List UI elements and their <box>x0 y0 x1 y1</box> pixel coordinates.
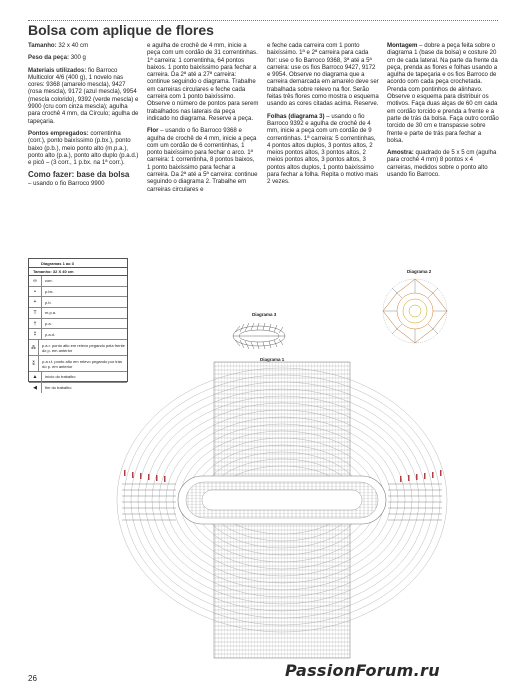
legend-row <box>29 287 127 298</box>
diagram-1-base-chart <box>110 360 455 660</box>
column-3 <box>267 42 379 191</box>
legend-row-label: p.bx. <box>45 289 54 295</box>
column-4 <box>387 42 499 183</box>
legend-row-label: início do trabalho <box>45 374 76 380</box>
base-instructions: e agulha de crochê de 4 mm, inicie a peça com um cordão de 31 correntinhas. 1ª carreira: 1 correntinha, 64 pontos baixos. 1 ponto baixíssimo para fechar a carreira. Da 2ª até a 27ª carreira: continue seguindo o diagrama. Trabalhe em carreiras circulares e feche cada carreira com 1 ponto baixíssimo. Observe o número de pontos para serem trabalhados nas laterais da peça indicado no diagrama. Reserve a peça. <box>147 42 259 122</box>
legend-row-label: corr. <box>45 278 53 284</box>
chain-symbol-icon: ∞ <box>29 276 42 286</box>
slip-stitch-symbol-icon: • <box>29 287 42 297</box>
peso-label: Peso da peça: <box>28 54 69 62</box>
montagem-instructions: – dobre a peça feita sobre o diagrama 1 (base da bolsa) e costure 20 cm de cada lateral. Na parte da frente da peça, prenda as flores e folhas usando a agulha de tapeçaria e os fios Barroco de acordo com cada peça crochetada. Prenda com pontinhos de alinhavo. Observe o esquema para distribuir os motivos. Faça duas alças de 60 cm cada em cordão torcido e prenda a frente e a parte de trás da bolsa. Faça outro cordão torcido de 30 cm e transpasse sobre frente e parte de trás para fechar a bolsa. <box>387 42 499 144</box>
end-triangle-icon: ◀ <box>29 383 42 393</box>
diagram-1-label: Diagrama 1 <box>260 357 285 362</box>
materiais-value: fio Barroco Multicolor 4/6 (400 g), 1 novelo nas cores: 9368 (amarelo mescla), 9427 (rosa mescla), 9172 (azul mescla), 9954 (mescla colorido), 9392 (verde mescla) e 9900 (cru com cinza mescla); agulha para crochê 4 mm, da Círculo; agulha de tapeçaria. <box>28 66 139 125</box>
legend-subheader: Tamanho: 32 X 40 cm <box>29 268 127 276</box>
legend-row <box>29 319 127 330</box>
front-post-symbol-icon: ⁂ <box>29 340 39 355</box>
legend-row <box>29 297 127 308</box>
legend-row-label: fim do trabalho <box>45 385 72 391</box>
back-post-symbol-icon: ⁑ <box>29 356 39 371</box>
page-title: Bolsa com aplique de flores <box>28 22 214 38</box>
legend-row <box>29 340 127 356</box>
legend-row <box>29 329 127 340</box>
legend-row-label: m.p.a. <box>45 310 57 316</box>
legend-row-label: p.a.d. <box>45 331 56 337</box>
flor-instructions: – usando o fio Barroco 9368 e agulha de crochê de 4 mm, inicie a peça com um cordão de 6 correntinhas, 1 ponto baixíssimo para fechar o arco. 1ª carreira: 1 correntinha, 8 pontos baixos, 1 ponto baixíssimo para fechar a carreira. Da 2ª até a 5ª carreira: continue seguindo o diagrama 2. Trabalhe em carreiras circulares e <box>147 127 258 193</box>
como-fazer-value: – usando o fio Barroco 9900 <box>28 179 105 187</box>
legend-row-label: p.a. <box>45 321 52 327</box>
double-crochet-symbol-icon: † <box>29 319 42 329</box>
diagram-3-label: Diagrama 3 <box>252 312 277 317</box>
tamanho-value: 32 x 40 cm <box>58 42 89 49</box>
peso-value: 300 g <box>70 54 86 62</box>
column-1 <box>28 42 140 192</box>
page-number: 26 <box>28 674 37 683</box>
pontos-label: Pontos empregados: <box>28 129 89 137</box>
legend-row <box>29 308 127 319</box>
start-triangle-icon: ▲ <box>29 372 42 382</box>
folhas-instructions: – usando o fio Barroco 9392 e agulha de crochê de 4 mm, inicie a peça com um cordão de 9 correntinhas. 1ª carreira: 5 correntinhas, 4 pontos altos duplos, 3 pontos altos, 2 meios pontos altos, 3 pontos altos, 2 meios pontos altos, 3 pontos altos, 3 pontos altos duplos, 1 ponto baixíssimo para fechar a folha. Repita o motivo mais 2 vezes. <box>267 112 379 186</box>
legend-row-label: p.a.r.t. ponto alto em relevo pegando por trás do p. em anterior <box>42 358 122 369</box>
watermark-text: PassionForum.ru <box>285 661 440 680</box>
diagram-3-leaf-chart <box>226 318 292 358</box>
materiais-label: Materiais utilizados: <box>28 66 87 74</box>
flor-continued: e feche cada carreira com 1 ponto baixíssimo. 1ª e 2ª carreira para cada flor: use o fio Barroco 9368, 3ª até a 5ª carreira: use os fios Barroco 9427, 9172 e 9954. Observe no diagrama que a carreira demarcada em amarelo deve ser trabalhada sobre relevo na flor. Serão feitas três flores como mostra o esquema usando as cores citadas acima. Reserve. <box>267 42 379 108</box>
single-crochet-symbol-icon: + <box>29 297 42 307</box>
amostra-label: Amostra: <box>387 149 414 157</box>
amostra-value: quadrado de 5 x 5 cm (agulha para crochê 4 mm) 8 pontos x 4 carreiras, medidos sobre o ponto alto usando fio Barroco. <box>387 149 497 179</box>
flor-label: Flor <box>147 127 159 135</box>
folhas-label: Folhas (diagrama 3) <box>267 112 325 120</box>
treble-symbol-icon: ‡ <box>29 329 42 339</box>
legend-row-label: p.b. <box>45 299 52 305</box>
column-2 <box>147 42 259 198</box>
legend-row-label: p.a.r. ponto alto em relevo pegando pela frente do p. em anterior <box>41 342 125 353</box>
legend-header: Diagramas 1 ao 3 <box>29 259 127 268</box>
half-double-symbol-icon: T <box>29 308 42 318</box>
legend-row <box>29 276 127 287</box>
diagram-2-flower-chart <box>378 274 453 349</box>
montagem-label: Montagem <box>387 42 418 49</box>
diagram-2-label: Diagrama 2 <box>407 269 432 274</box>
tamanho-label: Tamanho: <box>28 42 57 49</box>
pontos-value: correntinha (corr.), ponto baixíssimo (p.bx.), ponto baixo (p.b.), meio ponto alto (m.p.a.), ponto alto (p.a.), ponto alto duplo (p.a.d.) e picô – (3 corr., 1 p.bx. na 1ª corr.). <box>28 129 139 167</box>
como-fazer-label: Como fazer: base da bolsa <box>28 170 130 180</box>
